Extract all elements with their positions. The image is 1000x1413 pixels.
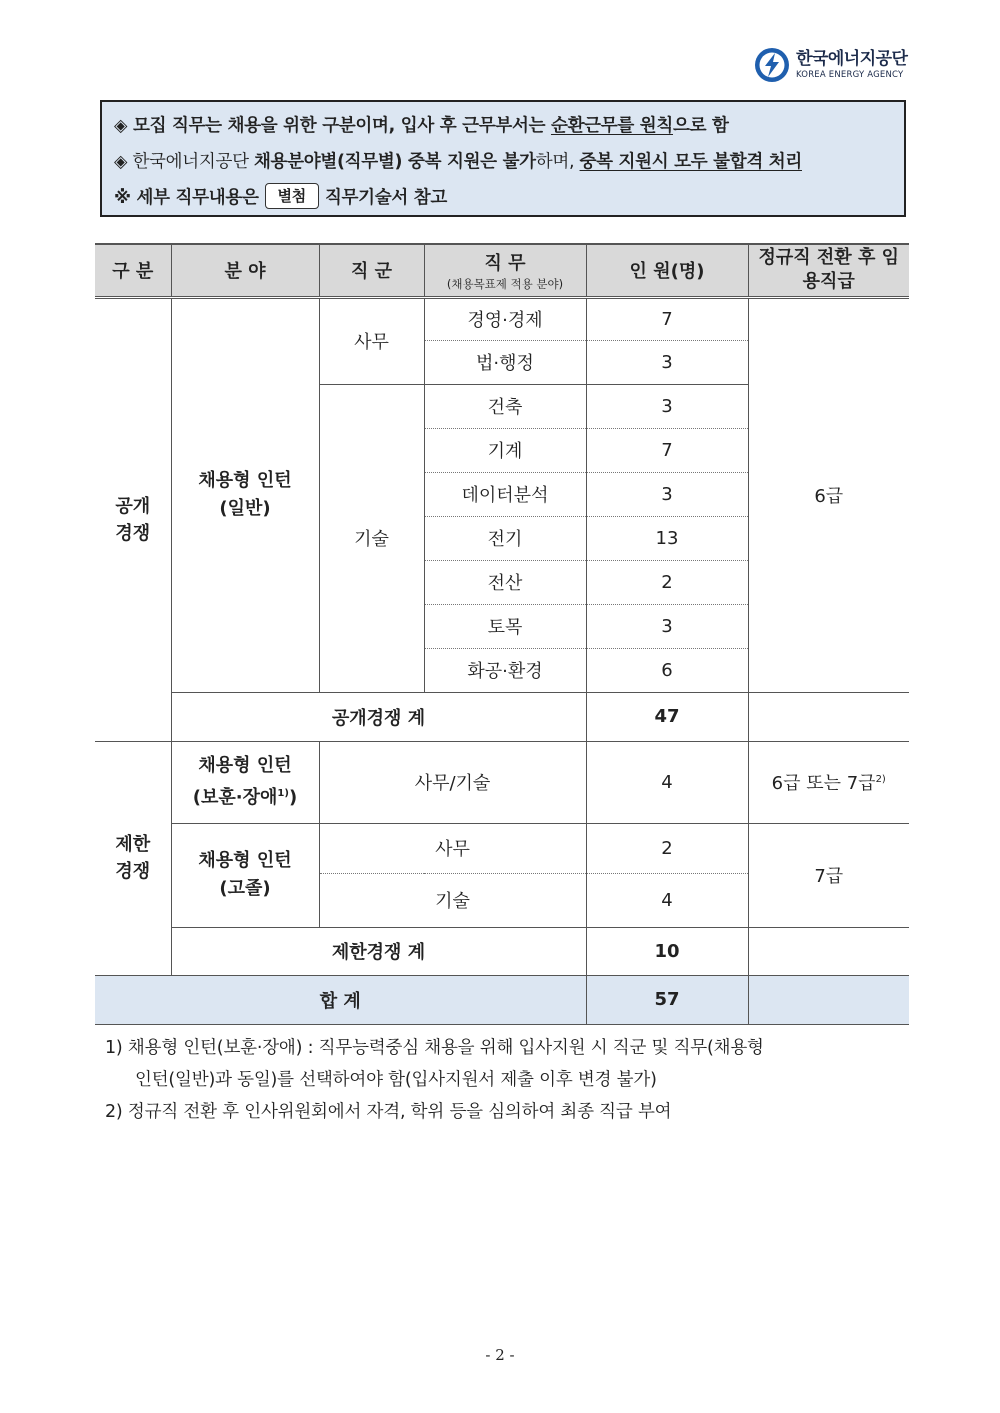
count-cell: 3 bbox=[586, 384, 748, 428]
kea-logo bbox=[754, 47, 907, 83]
table-row bbox=[95, 823, 909, 873]
count-cell: 3 bbox=[586, 604, 748, 648]
footnote-2: 2) 정규직 전환 후 인사위원회에서 자격, 학위 등을 심의하여 최종 직급 부여 bbox=[105, 1102, 672, 1122]
recruitment-table bbox=[95, 243, 909, 1025]
header-grade: 정규직 전환 후 임용직급 bbox=[748, 244, 909, 297]
kea-emblem-icon bbox=[754, 47, 790, 83]
duty-cell: 데이터분석 bbox=[424, 472, 586, 516]
grade-highschool: 7급 bbox=[748, 823, 909, 927]
duty-cell: 법·행정 bbox=[424, 340, 586, 384]
open-subtotal-label: 공개경쟁 계 bbox=[171, 692, 586, 741]
duty-cell: 경영·경제 bbox=[424, 297, 586, 340]
rotation-principle: 순환근무를 원칙 bbox=[550, 116, 673, 136]
count-cell: 6 bbox=[586, 648, 748, 692]
field-intern-veteran: 채용형 인턴 (보훈·장애$^{1)}$) bbox=[171, 741, 319, 823]
count-cell: 3 bbox=[586, 472, 748, 516]
table-row bbox=[95, 297, 909, 340]
duty-cell: 기술 bbox=[319, 873, 586, 927]
open-subtotal-row bbox=[95, 692, 909, 741]
footnote-1-line-2: 인턴(일반)과 동일)를 선택하여야 함(입사지원서 제출 이후 변경 불가) bbox=[135, 1070, 657, 1090]
count-cell: 7 bbox=[586, 297, 748, 340]
attachment-chip: 별첨 bbox=[265, 183, 319, 209]
table-header-row bbox=[95, 244, 909, 297]
header-headcount: 인 원(명) bbox=[586, 244, 748, 297]
duty-cell: 사무 bbox=[319, 823, 586, 873]
duty-cell: 기계 bbox=[424, 428, 586, 472]
count-cell: 4 bbox=[586, 741, 748, 823]
total-grade-empty bbox=[748, 975, 909, 1024]
header-field: 분 야 bbox=[171, 244, 319, 297]
duplicate-disqualified: 중복 지원시 모두 불합격 처리 bbox=[579, 152, 802, 172]
header-duty-sub: (채용목표제 적용 분야) bbox=[446, 276, 564, 291]
duty-cell: 전기 bbox=[424, 516, 586, 560]
reference-mark-icon: ※ bbox=[114, 188, 131, 208]
total-label: 합 계 bbox=[95, 975, 586, 1024]
footnote-1-line-1: 1) 채용형 인턴(보훈·장애) : 직무능력중심 채용을 위해 입사지원 시 직군 및 직무(채용형 bbox=[105, 1038, 764, 1058]
notice-box bbox=[100, 100, 906, 217]
count-cell: 7 bbox=[586, 428, 748, 472]
notice-line-1: ◈ 모집 직무는 채용을 위한 구분이며, 입사 후 근무부서는 순환근무를 원칙으로 함 bbox=[114, 116, 729, 136]
open-subtotal-value: 47 bbox=[586, 692, 748, 741]
grade-veteran: 6급 또는 7급$^{2)}$ bbox=[748, 741, 909, 823]
logo-name-ko: 한국에너지공단 bbox=[796, 48, 908, 69]
job-group-office: 사무 bbox=[319, 297, 424, 384]
category-limited: 제한 경쟁 bbox=[95, 741, 171, 975]
field-intern-highschool: 채용형 인턴 (고졸) bbox=[171, 823, 319, 927]
duty-office-tech: 사무/기술 bbox=[319, 741, 586, 823]
count-cell: 2 bbox=[586, 560, 748, 604]
duty-cell: 토목 bbox=[424, 604, 586, 648]
count-cell: 3 bbox=[586, 340, 748, 384]
category-open: 공개 경쟁 bbox=[115, 495, 151, 544]
count-cell: 4 bbox=[586, 873, 748, 927]
page-number: - 2 - bbox=[485, 1346, 515, 1364]
limited-subtotal-row bbox=[95, 927, 909, 975]
duty-cell: 전산 bbox=[424, 560, 586, 604]
footnotes bbox=[105, 1032, 915, 1128]
limited-subtotal-grade-empty bbox=[748, 927, 909, 975]
count-cell: 13 bbox=[586, 516, 748, 560]
notice-line-2: ◈ 한국에너지공단 채용분야별(직무별) 중복 지원은 불가하며, 중복 지원시 모두 불합격 처리 bbox=[114, 152, 802, 172]
diamond-bullet-icon: ◈ bbox=[114, 152, 128, 172]
header-category: 구 분 bbox=[95, 244, 171, 297]
notice-line-3: ※ 세부 직무내용은 별첨 직무기술서 참고 bbox=[114, 183, 904, 219]
field-intern-general: 채용형 인턴 (일반) bbox=[171, 297, 319, 692]
total-value: 57 bbox=[586, 975, 748, 1024]
count-cell: 2 bbox=[586, 823, 748, 873]
header-job-group: 직 군 bbox=[319, 244, 424, 297]
job-group-tech: 기술 bbox=[319, 384, 424, 692]
header-duty: 직 무 (채용목표제 적용 분야) bbox=[424, 244, 586, 297]
limited-subtotal-value: 10 bbox=[586, 927, 748, 975]
limited-subtotal-label: 제한경쟁 계 bbox=[171, 927, 586, 975]
duty-cell: 화공·환경 bbox=[424, 648, 586, 692]
total-row bbox=[95, 975, 909, 1024]
open-subtotal-grade-empty bbox=[748, 692, 909, 741]
duty-cell: 건축 bbox=[424, 384, 586, 428]
table-row bbox=[95, 741, 909, 823]
duplicate-not-allowed: 채용분야별(직무별) 중복 지원은 불가 bbox=[253, 152, 536, 172]
diamond-bullet-icon: ◈ bbox=[114, 116, 128, 136]
grade-open: 6급 bbox=[748, 297, 909, 692]
logo-name-en: KOREA ENERGY AGENCY bbox=[796, 69, 904, 80]
